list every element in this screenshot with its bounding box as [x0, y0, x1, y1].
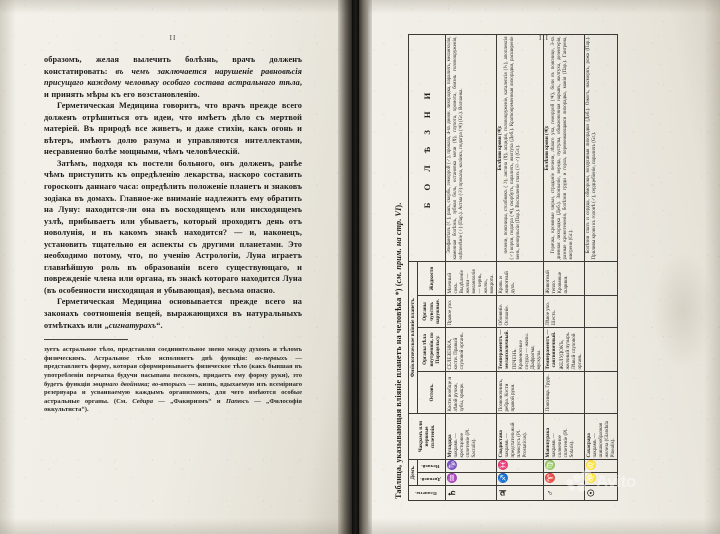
table-row: [446, 34, 497, 500]
fn-run-0: зуетъ: [44, 346, 63, 354]
para-1-run-2: , и принять мѣры къ его возстановленію.: [44, 78, 302, 99]
table-title-run-0: Таблица, указывающая вліяніе планетъ на человѣка *) (: [394, 283, 403, 499]
cell-house-day-glyph: ♒: [446, 473, 497, 486]
paragraph-1: [44, 54, 302, 100]
table-header-row-1: [409, 34, 418, 500]
th-planets-label: Планеты.: [415, 491, 437, 497]
footnote-separator-rule: [44, 339, 128, 340]
cell-organs-outer: Обоняніе. Осязаніе.: [497, 295, 544, 327]
fn-run-8: (какъ бывшая въ употребленіи перчатка будучи насыпана пескомъ, придаетъ ему форму руки), это будетъ функція: [44, 363, 302, 388]
cell-fluids: Животный тепло. Кровяные шарики.: [544, 261, 585, 295]
cell-chakra: Манипурака чакрамъ — солнечное сплетеніе (Pl. Solaris).: [544, 413, 585, 459]
th-fluids-label: Жидкости: [428, 266, 435, 291]
cell-skeleton: Кости вообще и лѣвой ручки, зубы, хрящи.: [446, 371, 497, 413]
table-title-run-1-italic: см. прим. на стр. VI: [394, 207, 403, 284]
fn-run-2: , представляя соединительное звено между духомъ и тѣломъ физическимъ. Астральное тѣло исполняетъ двѣ функціи:: [44, 346, 302, 362]
th-diseases-label: Б О Л Ѣ З Н И: [421, 87, 432, 209]
fn-run-1-bold: астральное тѣло: [62, 346, 114, 354]
th-chakras: [409, 413, 446, 459]
th-chakras-label: Чакрамъ или нервные сплетенія.: [417, 420, 437, 453]
th-organs-outer-label: Органы чувствъ наружные.: [422, 299, 441, 324]
rotated-table-stage: [394, 33, 694, 501]
table-row: [585, 34, 618, 500]
cell-organs-outer: Лѣвое ухо. Шесть.: [544, 295, 585, 327]
cell-skeleton: Позвоночникъ, ребра. Кости правой руки.: [497, 371, 544, 413]
cell-diseases: Болѣзни глазъ и сердца, обмороки, воздушныя лихорадки (Деб.). Ожогъ, насморкъ, рожа (Пар.). Приливы крови къ головѣ (♂), сердцебіеніе, параличъ (Gr.).: [585, 34, 618, 261]
th-diseases: [409, 34, 446, 261]
para-4-run-0: Герметическая Медицина основывается прежде всего на законахъ соотношенія вещей, выражающихся въ натуральныхъ отмѣткахъ или „: [44, 297, 302, 330]
cell-planet-glyph: ♂: [544, 486, 585, 501]
th-house-day: [418, 473, 446, 486]
th-organs-outer: [418, 295, 446, 327]
cell-organs-inner: Темпераментъ — сангвиничный. ЖЕЛУДОКЪ, желчный пузырь. Лѣвый слуховой органъ.: [545, 329, 584, 370]
paragraph-2: Герметическая Медицина говоритъ, что врачъ прежде всего долженъ отрѣшиться отъ идеи, что имѣетъ дѣло съ мертвой матеріей. Въ природѣ все живетъ, и даже стихіи, какъ огонь и вѣтеръ, имѣютъ долю разума и управляются интеллектами, несравненно болѣе мощными, чѣмъ человѣческій.: [44, 101, 302, 157]
cell-organs-inner: СЕЛЕЗЕНКА, кости. Правый слуховой органъ.: [446, 327, 497, 371]
table-row: [544, 34, 585, 500]
th-skeleton: [418, 371, 446, 413]
para-1-run-0: образомъ, желая вылечить болѣзнь, врачъ долженъ констатировать:: [44, 55, 302, 76]
table-title-run-2: ).: [394, 202, 403, 208]
table-title: [394, 33, 403, 499]
fn-run-13-italic: Седира: [132, 397, 154, 405]
th-house-night: [418, 459, 446, 472]
th-organs-inner: [418, 327, 446, 371]
para-1-run-1-italic: въ чемъ заключается нарушеніе равновѣсія присущаго каждому человѣку особаго состава астральнаго тѣла: [44, 66, 302, 88]
th-houses-label: Домъ.: [410, 465, 416, 480]
cell-skeleton: Поясница. Грудь.: [544, 371, 585, 413]
para-4-run-2: “.: [156, 320, 163, 330]
cell-fluids: Кровь и животный духъ.: [497, 261, 544, 295]
th-fluids: [418, 261, 446, 295]
cell-planet-glyph: ☉: [585, 486, 618, 501]
left-page-sheet: [0, 0, 352, 534]
paragraph-4: [44, 296, 302, 331]
page-edge-shadow-bottom-left: [0, 518, 352, 534]
paragraph-3: Затѣмъ, подходя къ постели больного, онъ долженъ, ранѣе чѣмъ приступить къ опредѣленію лекарства, наскоро составить гороскопъ даннаго часа: опредѣлить положеніе планетъ и знаковъ зодіака въ домахъ. Главное-же вниманіе надлежитъ ему обратить на Луну: находится-ли она въ восходящемъ или нисходящемъ узлѣ, прибываетъ или убываетъ, который проходитъ день отъ новолунія, и въ какомъ знакѣ находится? — и, наконецъ, установить тщательно ея аспекты съ другими планетами. Это необходимо потому, что, по ученію Астрологіи, Луна играетъ главнѣйшую роль въ образованіи всего существующаго, и поврежденіе члена или органа, въ знакѣ котораго находится Луна (въ особенности нисходящая и убывающая), весьма опасно.: [44, 158, 302, 295]
cell-chakra: Свадистана чакрамъ — предстательный плексусъ (Pl. Prostaticus).: [497, 413, 544, 459]
watermark-label: Avito: [596, 472, 636, 491]
th-skeleton-label: Остовъ.: [428, 383, 435, 402]
footnote-text: [44, 346, 302, 415]
th-house-night-label: Ночной.: [421, 464, 440, 470]
cell-chakra: Сахасрара чакрамъ — шишкообразная железа (Glandula Pinealis).: [585, 413, 618, 459]
fn-run-4: — представляетъ: [44, 354, 302, 371]
cell-fluids: Млечный сокъ. Выдѣленіе желчи — меланхолія — чернь, желчь, мокрота.: [446, 261, 497, 295]
fn-run-14: — „Факиризмъ“ и: [153, 397, 226, 405]
cell-house-night-glyph: ♍: [544, 459, 585, 472]
cell-house-night-glyph: ♓: [497, 459, 544, 472]
page-edge-shadow-left: [0, 0, 16, 534]
th-planets: [409, 486, 446, 501]
cell-organs-inner: Темпераментъ — меланхоличный. ПЕЧЕНЬ. Кровеносные сосуды — жилы. Діафрагма; мускулы.: [498, 329, 543, 370]
book-spine-core: [352, 0, 359, 534]
cell-organs-inner: [585, 327, 618, 371]
cell-house-day-glyph: ♐: [497, 473, 544, 486]
fn-run-10: —: [186, 380, 198, 388]
planet-influence-table: [408, 34, 618, 501]
fn-run-15-italic: Папюсъ: [225, 397, 249, 405]
folio-left: II: [169, 34, 177, 42]
th-organs-inner-label: Органы тѣла внутреннія, по Парацельсу.: [422, 332, 441, 367]
cell-fluids: [585, 261, 618, 295]
cell-planet-glyph: ♃: [497, 486, 544, 501]
cell-diseases: Болѣзни крови (♃): Горячка, кровяные чирьи, страданіе печени, лѣваго уха, геморрой (♃), боли въ пояснице, 3-хъ дневная лихорадка (Деб.). Злоязычіе, вереда, пустулы, обыкновенная нарывъ, желтуха, дезентерія, разные кровотеченія, болѣзни груди и горла, перемежающаяся лихорадка, манія (Пар.). Гангрена, мигрени (Gr.).: [544, 34, 585, 261]
th-physio-group: [409, 261, 418, 413]
fn-run-5-bold: форму: [90, 363, 110, 371]
right-page-content: [368, 0, 720, 534]
fn-run-3-italic: во-первыхъ: [255, 354, 288, 362]
table-body: [446, 34, 618, 500]
th-house-day-label: Дневной.: [420, 477, 441, 483]
cell-house-day-glyph: ♈: [544, 473, 585, 486]
fn-run-16: — „Философія оккультиста“).: [44, 397, 302, 414]
left-page-text-block: [44, 34, 302, 415]
cell-organs-outer: Правое ухо.: [446, 295, 497, 327]
cell-house-day-glyph: ♌: [585, 473, 618, 486]
cell-diseases: Болѣзни крови (♃): печени, поясницы, столбнякъ (☽), ангина (☿), асцидія, головокруженіе, каталепсія (♄), апоплексія (♂) корчи, подагра (♃), скорбутъ, параличъ, жилтуха (Деб.). Кратковременныя лихорадки, расширеніе венъ, конвульсіи (Пар.). Воспаленіе глазъ (☉·♂) (Gr.).: [497, 34, 544, 261]
para-4-run-1-italic: сигнатурахъ: [108, 320, 157, 330]
cell-planet-glyph: ♄: [446, 486, 497, 501]
fn-run-7-bold: физическое тѣло: [196, 363, 248, 371]
fn-run-9-italic: эѳирнаго двойника; во-вторыхъ: [92, 380, 187, 388]
fn-run-11-bold: жизнь: [197, 380, 217, 388]
cell-organs-outer: [585, 295, 618, 327]
th-houses-group: [409, 459, 418, 485]
fn-run-12: , вдыхаемую изъ всемірнаго резервуара и усваиваемую каждымъ организмомъ, для чего имѣются особые астральные органы. (См.: [44, 380, 302, 405]
page-edge-shadow-top-left: [0, 0, 352, 14]
fn-run-6: , которая сформировываетъ: [109, 363, 197, 371]
th-physio-label: Физіологическое вліяніе планетъ.: [410, 297, 416, 378]
cell-diseases: Элефантіазъ (☾), ракъ, скорбь, геморрой (♂), проказа, 4-хъ дневн. лихорадка, параличъ, меланхолія, каменная болѣзнь, зубная боль, остановка мочи (☿), глухота, хромота, боязнь головокруженія, оцѣпенѣніе (♀) (Пар.). Астма (☉) проказа, коліикъ, подагра (♃) (Gr.). Волчанка.: [446, 34, 497, 261]
cell-house-night-glyph: ♌: [585, 459, 618, 472]
cell-skeleton: [585, 371, 618, 413]
cell-chakra: Муладара чакрамъ — крестцовое сплетеніе (Pl. Sacralis).: [446, 413, 497, 459]
folio-right: III: [539, 34, 549, 42]
table-row: [497, 34, 544, 500]
cell-house-night-glyph: ♑: [446, 459, 497, 472]
